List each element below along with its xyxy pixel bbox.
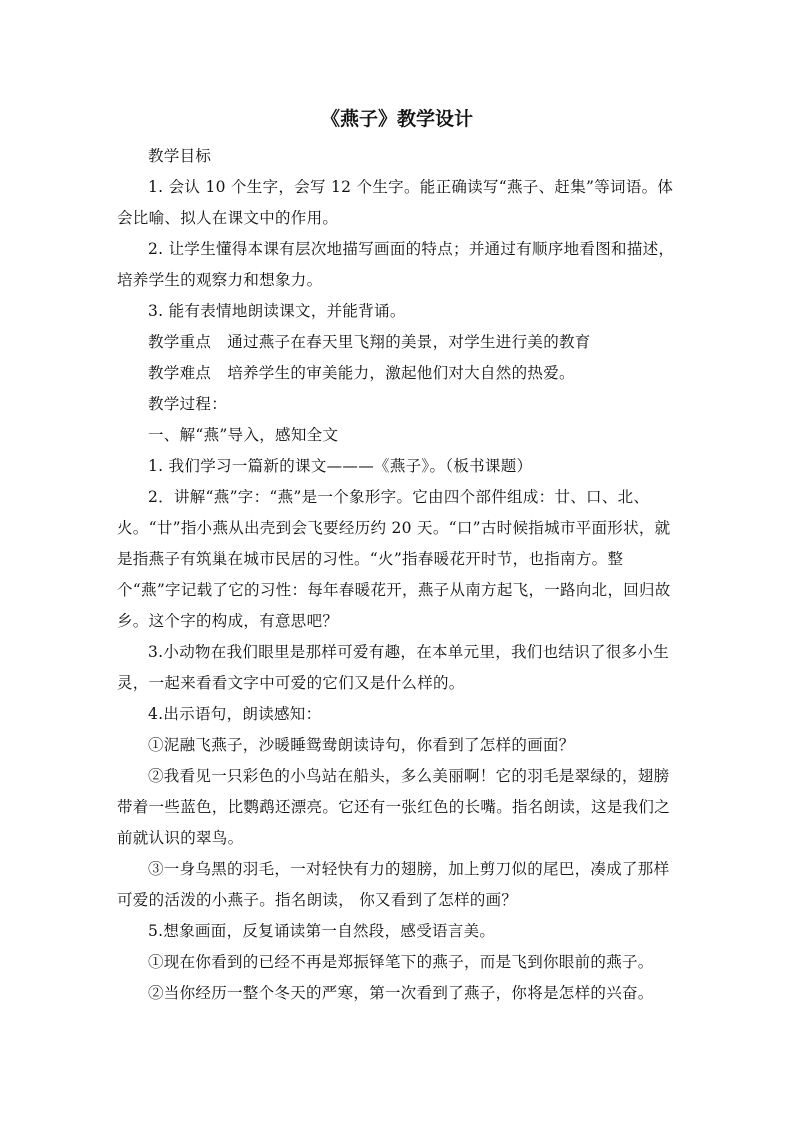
goal-1: 1. 会认 10 个生字，会写 12 个生字。能正确读写“燕子、赶集”等词语。体会比喻、拟人在课文中的作用。 <box>117 178 674 227</box>
step-5: 5.想象画面，反复诵读第一自然段，感受语言美。 <box>148 922 496 940</box>
process-heading: 教学过程： <box>148 395 228 413</box>
step-2: 2．讲解“燕”字：“燕”是一个象形字。它由四个部件组成：廿、口、北、火。“廿”指小燕从出壳到会飞要经历约 20 天。“口”古时候指城市平面形状，就是指燕子有筑巢在城市民居的习性。“火”指春暖花开时节，也指南方。整个“燕”字记载了它的习性：每年春暖花开，燕子从南方起飞，一路向北，回归故乡。这个字的构成，有意思吧？ <box>117 488 671 630</box>
step-4: 4.出示语句，朗读感知： <box>148 705 322 723</box>
step-3: 3.小动物在我们眼里是那样可爱有趣，在本单元里，我们也结识了很多小生灵，一起来看看文字中可爱的它们又是什么样的。 <box>117 643 669 692</box>
step-4-item-3: ③一身乌黑的羽毛，一对轻快有力的翅膀，加上剪刀似的尾巴，凑成了那样可爱的活泼的小燕子。指名朗读， 你又看到了怎样的画？ <box>117 860 670 909</box>
goal-2: 2. 让学生懂得本课有层次地描写画面的特点；并通过有顺序地看图和描述，培养学生的观察力和想象力。 <box>117 240 675 289</box>
difficulty-point <box>117 358 676 389</box>
step-4-item-2: ②我看见一只彩色的小鸟站在船头，多么美丽啊！它的羽毛是翠绿的，翅膀带着一些蓝色，比鹦鹉还漂亮。它还有一张红色的长嘴。指名朗读，这是我们之前就认识的翠鸟。 <box>117 767 671 847</box>
section-1-heading: 一、解“燕”导入，感知全文 <box>148 426 339 444</box>
document-body <box>117 141 676 1009</box>
key-point <box>117 327 676 358</box>
goal-3: 3. 能有表情地朗读课文，并能背诵。 <box>148 302 406 320</box>
key-point-label: 教学重点 <box>148 333 212 351</box>
difficulty-text: 培养学生的审美能力，激起他们对大自然的热爱。 <box>227 364 575 382</box>
step-1: 1. 我们学习一篇新的课文———《燕子》。（板书课题） <box>148 457 533 475</box>
goals-heading: 教学目标 <box>148 147 212 165</box>
step-5-item-2: ②当你经历一整个冬天的严寒，第一次看到了燕子，你将是怎样的兴奋。 <box>148 984 654 1002</box>
step-5-item-1: ①现在你看到的已经不再是郑振铎笔下的燕子，而是飞到你眼前的燕子。 <box>148 953 654 971</box>
document-title: 《燕子》教学设计 <box>320 108 473 130</box>
key-point-text: 通过燕子在春天里飞翔的美景，对学生进行美的教育 <box>227 333 591 351</box>
difficulty-label: 教学难点 <box>148 364 212 382</box>
step-4-item-1: ①泥融飞燕子，沙暖睡鸳鸯朗读诗句，你看到了怎样的画面？ <box>148 736 575 754</box>
